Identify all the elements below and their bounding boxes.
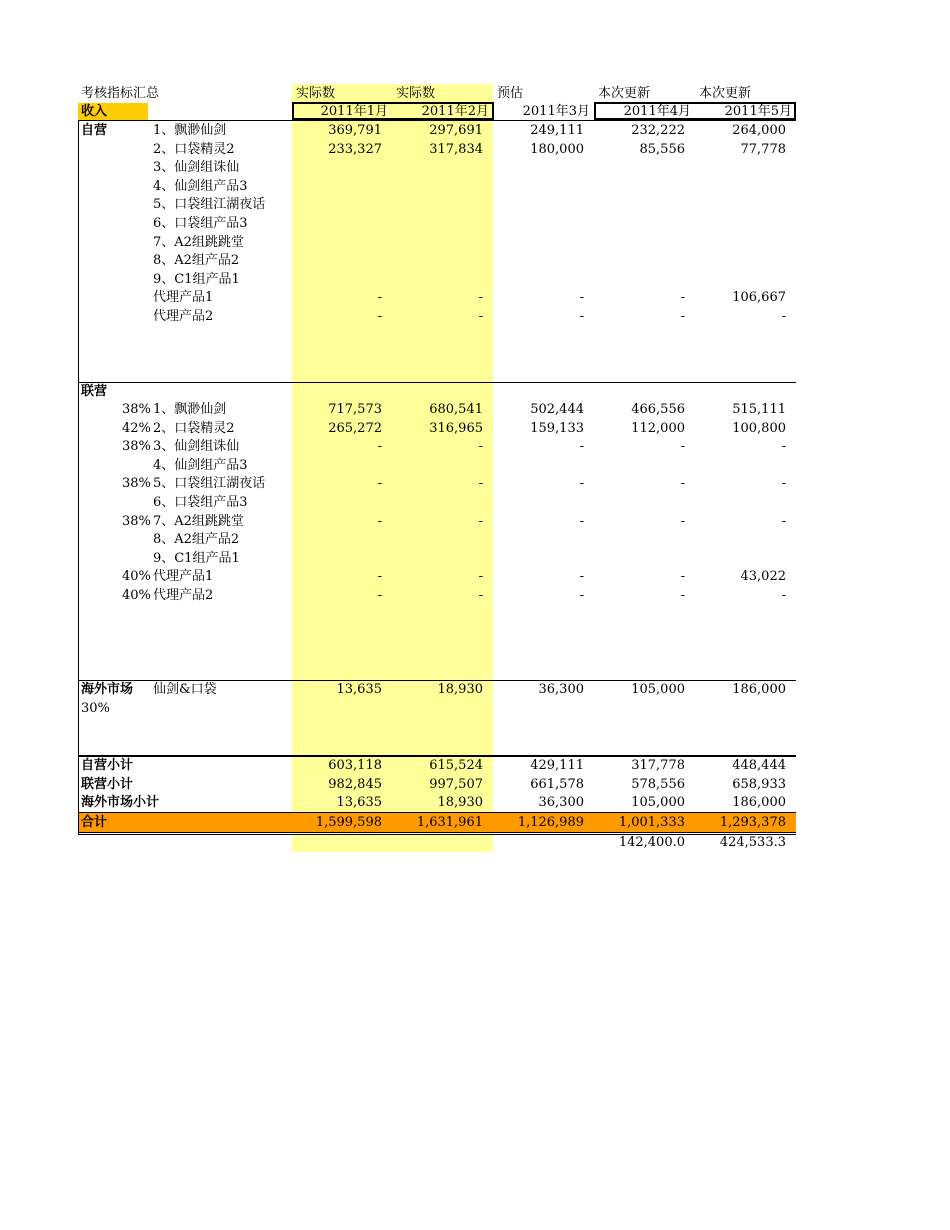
joint-row-value <box>383 531 483 549</box>
joint-row-value <box>585 531 685 549</box>
self-row-value <box>686 159 786 177</box>
joint-row-value: - <box>680 569 685 585</box>
joint-row-value <box>484 531 584 549</box>
self-row-value <box>686 252 786 270</box>
joint-row-value: - <box>680 439 685 455</box>
subtotal-bottom-rule <box>78 812 796 813</box>
self-row-value: 77,778 <box>740 141 786 157</box>
joint-row-value <box>383 550 483 568</box>
self-row-value <box>383 271 483 289</box>
col-header-5: 本次更新 <box>699 86 752 101</box>
joint-row-value: 466,556 <box>631 402 685 417</box>
self-row-value <box>585 178 685 196</box>
subtotal-label: 联营小计 <box>81 776 134 792</box>
joint-row-value: - <box>781 513 786 529</box>
overseas-row-label: 仙剑&口袋 <box>153 682 217 697</box>
joint-row-label: 5、口袋组江湖夜话 <box>153 476 266 492</box>
joint-row-pct: 40% <box>122 569 151 585</box>
joint-row-value: - <box>579 476 584 492</box>
joint-row-label: 1、飘渺仙剑 <box>153 402 227 417</box>
joint-row-pct: 38% <box>122 513 151 529</box>
joint-row-value: 316,965 <box>429 420 483 436</box>
joint-row-value: 112,000 <box>631 420 685 436</box>
section-label-joint: 联营 <box>81 384 108 399</box>
self-row-value: 297,691 <box>429 123 483 138</box>
overseas-value-5: 186,000 <box>732 682 786 697</box>
joint-row-value <box>686 531 786 549</box>
joint-row-value: - <box>579 513 584 529</box>
self-row-value <box>686 234 786 252</box>
self-row-value: 106,667 <box>732 290 786 306</box>
joint-row-value: - <box>579 439 584 455</box>
self-row-value: 317,834 <box>429 141 483 157</box>
joint-row-value: - <box>781 439 786 455</box>
joint-row-value: - <box>579 569 584 585</box>
self-row-value <box>484 178 584 196</box>
self-row-label: 1、飘渺仙剑 <box>153 123 227 138</box>
joint-row-label: 9、C1组产品1 <box>153 550 240 566</box>
total-value-3: 1,126,989 <box>517 815 584 830</box>
self-row-value <box>282 178 382 196</box>
date-1: 2011年1月 <box>320 104 388 119</box>
section-label-self: 自营 <box>81 123 108 138</box>
self-row-label: 3、仙剑组诛仙 <box>153 160 240 176</box>
self-row-value <box>484 215 584 233</box>
self-row-value <box>282 196 382 214</box>
self-row-value: - <box>579 309 584 324</box>
joint-row-value: 680,541 <box>429 402 483 417</box>
self-row-value <box>484 234 584 252</box>
joint-row-value <box>484 457 584 475</box>
self-row-label: 9、C1组产品1 <box>153 271 240 287</box>
subtotal-value: 578,556 <box>631 776 685 792</box>
overseas-value-2: 18,930 <box>437 682 483 697</box>
self-row-value: - <box>478 290 483 306</box>
joint-row-value: - <box>781 588 786 603</box>
sheet-title: 考核指标汇总 <box>81 86 160 101</box>
total-value-4: 1,001,333 <box>618 815 685 830</box>
joint-row-value: 265,272 <box>328 420 382 436</box>
joint-row-value <box>282 550 382 568</box>
self-row-value <box>383 252 483 270</box>
self-row-label: 5、口袋组江湖夜话 <box>153 197 266 213</box>
self-row-label: 2、口袋精灵2 <box>153 141 235 157</box>
joint-row-value: - <box>680 513 685 529</box>
self-row-label: 代理产品1 <box>153 290 214 306</box>
self-row-label: 代理产品2 <box>153 309 214 324</box>
joint-row-value <box>383 457 483 475</box>
joint-row-value <box>686 457 786 475</box>
self-row-value: 180,000 <box>530 141 584 157</box>
joint-row-pct: 40% <box>122 588 151 603</box>
extra-value-4: 142,400.0 <box>618 835 685 850</box>
subtotal-value: 448,444 <box>732 758 786 773</box>
self-row-value <box>383 159 483 177</box>
subtotal-label: 海外市场小计 <box>81 795 160 811</box>
date-4: 2011年4月 <box>623 104 691 119</box>
joint-row-label: 2、口袋精灵2 <box>153 420 235 436</box>
joint-row-pct: 42% <box>122 420 151 436</box>
date-2: 2011年2月 <box>421 104 489 119</box>
overseas-pct: 30% <box>81 701 110 716</box>
self-row-value <box>383 234 483 252</box>
subtotal-value: 982,845 <box>328 776 382 792</box>
overseas-value-4: 105,000 <box>631 682 685 697</box>
joint-row-value <box>282 494 382 512</box>
joint-row-value: 100,800 <box>732 420 786 436</box>
joint-row-value <box>585 494 685 512</box>
self-row-value <box>383 196 483 214</box>
self-row-value <box>282 252 382 270</box>
self-row-value <box>282 271 382 289</box>
income-label: 收入 <box>81 104 108 119</box>
joint-row-value: 515,111 <box>732 402 786 417</box>
joint-row-pct: 38% <box>122 476 151 492</box>
joint-row-value: - <box>478 476 483 492</box>
joint-row-value: - <box>377 476 382 492</box>
subtotal-value: 997,507 <box>429 776 483 792</box>
joint-row-value <box>383 494 483 512</box>
subtotal-value: 658,933 <box>732 776 786 792</box>
self-row-value <box>383 178 483 196</box>
joint-row-label: 3、仙剑组诛仙 <box>153 439 240 455</box>
joint-row-value: 43,022 <box>740 569 786 585</box>
self-row-value <box>686 178 786 196</box>
col-header-2: 实际数 <box>396 86 436 101</box>
joint-row-value: - <box>377 569 382 585</box>
joint-row-pct: 38% <box>122 439 151 455</box>
joint-row-value: - <box>478 588 483 603</box>
joint-row-value <box>484 494 584 512</box>
subtotal-value: 36,300 <box>538 795 584 811</box>
self-row-value <box>686 196 786 214</box>
joint-row-pct: 38% <box>122 402 151 417</box>
joint-row-value <box>686 550 786 568</box>
joint-row-value <box>282 531 382 549</box>
total-value-5: 1,293,378 <box>719 815 786 830</box>
self-row-label: 7、A2组跳跳堂 <box>153 234 244 250</box>
self-row-value <box>484 196 584 214</box>
self-row-value <box>585 159 685 177</box>
total-label: 合计 <box>81 815 108 830</box>
section-label-overseas: 海外市场 <box>81 682 134 697</box>
joint-row-value: - <box>781 476 786 492</box>
self-row-value: - <box>781 309 786 324</box>
total-rule-1 <box>78 832 796 833</box>
self-row-value: - <box>680 309 685 324</box>
col-header-4: 本次更新 <box>598 86 651 101</box>
overseas-value-1: 13,635 <box>336 682 382 697</box>
self-row-value: 232,222 <box>631 123 685 138</box>
joint-row-value: - <box>478 569 483 585</box>
joint-row-value <box>686 494 786 512</box>
self-row-value <box>484 159 584 177</box>
self-row-value <box>282 159 382 177</box>
self-row-value: 85,556 <box>639 141 685 157</box>
date-5: 2011年5月 <box>724 104 792 119</box>
self-row-value <box>585 271 685 289</box>
self-row-value: - <box>478 309 483 324</box>
self-row-value <box>282 234 382 252</box>
self-row-label: 4、仙剑组产品3 <box>153 178 248 194</box>
joint-row-value <box>585 550 685 568</box>
total-value-2: 1,631,961 <box>416 815 483 830</box>
date-3: 2011年3月 <box>522 104 590 119</box>
joint-row-label: 代理产品1 <box>153 569 214 585</box>
self-row-value <box>585 252 685 270</box>
subtotal-value: 429,111 <box>530 758 584 773</box>
joint-row-value: 502,444 <box>530 402 584 417</box>
joint-row-label: 6、口袋组产品3 <box>153 495 248 510</box>
subtotal-value: 661,578 <box>530 776 584 792</box>
self-row-value: - <box>377 309 382 324</box>
joint-row-value: - <box>579 588 584 603</box>
subtotal-value: 615,524 <box>429 758 483 773</box>
self-row-value <box>282 215 382 233</box>
self-row-value <box>383 215 483 233</box>
joint-row-value: - <box>377 588 382 603</box>
subtotal-label: 自营小计 <box>81 758 134 773</box>
joint-row-value: - <box>377 513 382 529</box>
subtotal-value: 18,930 <box>437 795 483 811</box>
self-row-value: - <box>680 290 685 306</box>
subtotal-value: 603,118 <box>328 758 382 773</box>
joint-row-value: 159,133 <box>530 420 584 436</box>
self-row-label: 6、口袋组产品3 <box>153 216 248 231</box>
self-row-value <box>686 271 786 289</box>
joint-row-label: 代理产品2 <box>153 588 214 603</box>
self-section-rule <box>78 382 796 383</box>
overseas-value-3: 36,300 <box>538 682 584 697</box>
self-row-value <box>585 196 685 214</box>
joint-row-value: - <box>478 439 483 455</box>
joint-row-value <box>484 550 584 568</box>
col-header-1: 实际数 <box>296 86 336 101</box>
self-row-value <box>686 215 786 233</box>
subtotal-value: 186,000 <box>732 795 786 811</box>
joint-row-value <box>282 457 382 475</box>
joint-row-value: - <box>680 588 685 603</box>
joint-row-label: 4、仙剑组产品3 <box>153 457 248 473</box>
self-row-value: 264,000 <box>732 123 786 138</box>
self-row-value <box>484 271 584 289</box>
joint-row-value: - <box>478 513 483 529</box>
self-row-value: 369,791 <box>328 123 382 138</box>
self-row-value <box>484 252 584 270</box>
joint-row-value: 717,573 <box>328 402 382 417</box>
col-header-3: 预估 <box>497 86 524 101</box>
joint-row-label: 7、A2组跳跳堂 <box>153 513 244 529</box>
self-row-value <box>585 234 685 252</box>
subtotal-value: 13,635 <box>336 795 382 811</box>
joint-row-label: 8、A2组产品2 <box>153 532 240 548</box>
subtotal-value: 317,778 <box>631 758 685 773</box>
self-row-value: 249,111 <box>530 123 584 138</box>
joint-row-value <box>585 457 685 475</box>
total-value-1: 1,599,598 <box>315 815 382 830</box>
joint-row-value: - <box>680 476 685 492</box>
left-border <box>78 121 79 834</box>
self-row-value <box>585 215 685 233</box>
extra-value-5: 424,533.3 <box>719 835 786 850</box>
self-row-value: - <box>579 290 584 306</box>
self-row-value: - <box>377 290 382 306</box>
joint-row-value: - <box>377 439 382 455</box>
self-row-label: 8、A2组产品2 <box>153 253 240 269</box>
subtotal-value: 105,000 <box>631 795 685 811</box>
self-row-value: 233,327 <box>328 141 382 157</box>
